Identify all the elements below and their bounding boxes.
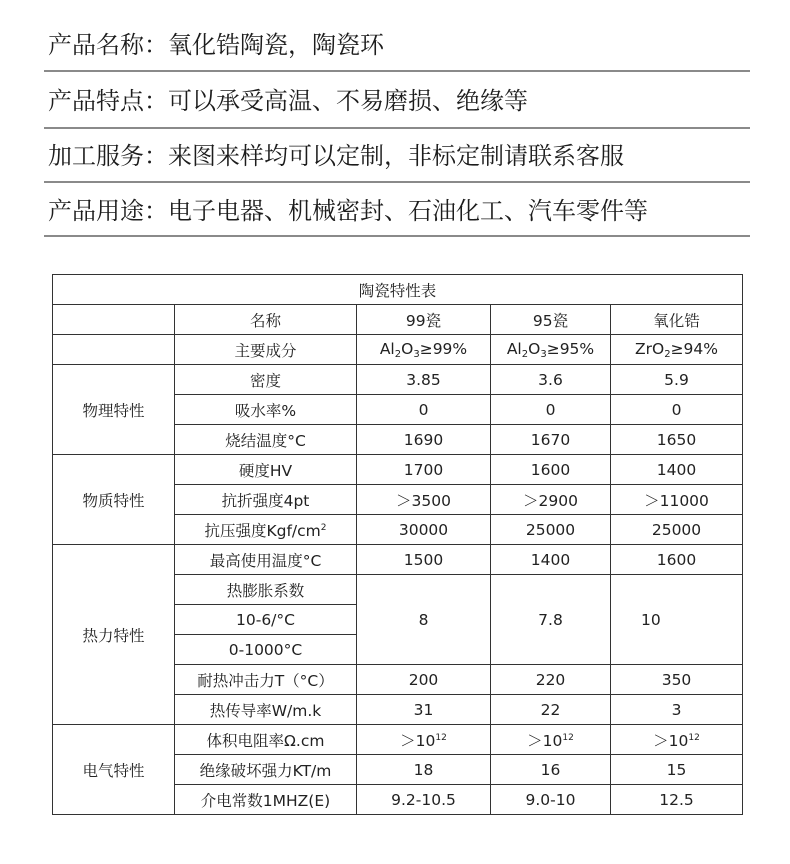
table-cell: 1700 — [357, 455, 491, 485]
divider — [44, 70, 750, 72]
info-value: 氧化锆陶瓷，陶瓷环 — [168, 31, 384, 59]
row-label: 抗折强度4pt — [175, 485, 357, 515]
table-cell: 1650 — [611, 425, 743, 455]
empty-cell — [53, 305, 175, 335]
row-label: 绝缘破坏强力KT/m — [175, 755, 357, 785]
row-label: 吸水率% — [175, 395, 357, 425]
table-row — [53, 725, 743, 755]
table-cell: 0 — [611, 395, 743, 425]
table-cell: 220 — [491, 665, 611, 695]
table-cell: 1690 — [357, 425, 491, 455]
table-row — [53, 365, 743, 395]
table-title-row — [53, 275, 743, 305]
table-title: 陶瓷特性表 — [53, 275, 743, 305]
table-header-row — [53, 305, 743, 335]
table-cell: 25000 — [611, 515, 743, 545]
empty-cell — [53, 335, 175, 365]
info-product-usage — [44, 196, 750, 226]
table-cell: 15 — [611, 755, 743, 785]
table-cell: ＞3500 — [357, 485, 491, 515]
table-cell: 30000 — [357, 515, 491, 545]
table-cell: 18 — [357, 755, 491, 785]
group-material: 物质特性 — [53, 455, 175, 545]
info-value: 来图来样均可以定制，非标定制请联系客服 — [168, 142, 624, 170]
table-cell: 3 — [611, 695, 743, 725]
group-physical: 物理特性 — [53, 365, 175, 455]
composition-zirconia: ZrO$_2$≥94% — [611, 335, 743, 365]
table-cell: $>10^{12}$ — [611, 725, 743, 755]
row-label: 主要成分 — [175, 335, 357, 365]
table-cell: 3.85 — [357, 365, 491, 395]
table-cell: 1400 — [611, 455, 743, 485]
info-label: 产品名称： — [48, 31, 168, 59]
header-name: 名称 — [175, 305, 357, 335]
table-cell: 10 — [611, 575, 743, 665]
row-label: 10-6/°C — [175, 605, 357, 635]
table-cell: $>10^{12}$ — [491, 725, 611, 755]
divider — [44, 235, 750, 237]
table-cell: 200 — [357, 665, 491, 695]
row-label: 烧结温度°C — [175, 425, 357, 455]
table-cell: 12.5 — [611, 785, 743, 815]
table-cell: 1670 — [491, 425, 611, 455]
info-label: 加工服务： — [48, 142, 168, 170]
group-thermal: 热力特性 — [53, 545, 175, 725]
table-cell: 9.2-10.5 — [357, 785, 491, 815]
table-cell: 1500 — [357, 545, 491, 575]
table-cell: 31 — [357, 695, 491, 725]
row-label: 密度 — [175, 365, 357, 395]
row-label: 最高使用温度°C — [175, 545, 357, 575]
info-product-features — [44, 86, 750, 116]
row-label: 介电常数1MHZ(E) — [175, 785, 357, 815]
divider — [44, 181, 750, 183]
table-cell: 5.9 — [611, 365, 743, 395]
row-label: 0-1000°C — [175, 635, 357, 665]
table-cell: 1600 — [491, 455, 611, 485]
info-product-name — [44, 30, 750, 60]
header-zirconia: 氧化锆 — [611, 305, 743, 335]
table-cell: 1600 — [611, 545, 743, 575]
row-label: 硬度HV — [175, 455, 357, 485]
row-label: 热膨胀系数 — [175, 575, 357, 605]
ceramic-properties-table — [52, 274, 743, 815]
composition-99: $Al_2O_3\ge 99\%$ — [357, 335, 491, 365]
info-label: 产品特点： — [48, 87, 168, 115]
table-cell: 8 — [357, 575, 491, 665]
divider — [44, 127, 750, 129]
table-cell: ＞2900 — [491, 485, 611, 515]
table-cell: 7.8 — [491, 575, 611, 665]
table-cell: 1400 — [491, 545, 611, 575]
group-electrical: 电气特性 — [53, 725, 175, 815]
table-cell: $>10^{12}$ — [357, 725, 491, 755]
row-label: 耐热冲击力T（°C） — [175, 665, 357, 695]
header-95: 95瓷 — [491, 305, 611, 335]
table-row — [53, 455, 743, 485]
row-label: 抗压强度Kgf/$cm^2$ — [175, 515, 357, 545]
table-row — [53, 335, 743, 365]
header-99: 99瓷 — [357, 305, 491, 335]
info-value: 电子电器、机械密封、石油化工、汽车零件等 — [168, 197, 648, 225]
composition-95: $Al_2O_3\ge 95\%$ — [491, 335, 611, 365]
table-cell: 25000 — [491, 515, 611, 545]
info-processing-service — [44, 141, 750, 171]
row-label: 体积电阻率Ω.cm — [175, 725, 357, 755]
row-label: 热传导率W/m.k — [175, 695, 357, 725]
table-cell: 0 — [357, 395, 491, 425]
table-cell: ＞11000 — [611, 485, 743, 515]
info-value: 可以承受高温、不易磨损、绝缘等 — [168, 87, 528, 115]
table-cell: 3.6 — [491, 365, 611, 395]
table-cell: 9.0-10 — [491, 785, 611, 815]
table-cell: 22 — [491, 695, 611, 725]
table-cell: 350 — [611, 665, 743, 695]
info-label: 产品用途： — [48, 197, 168, 225]
table-cell: 16 — [491, 755, 611, 785]
table-row — [53, 545, 743, 575]
table-cell: 0 — [491, 395, 611, 425]
